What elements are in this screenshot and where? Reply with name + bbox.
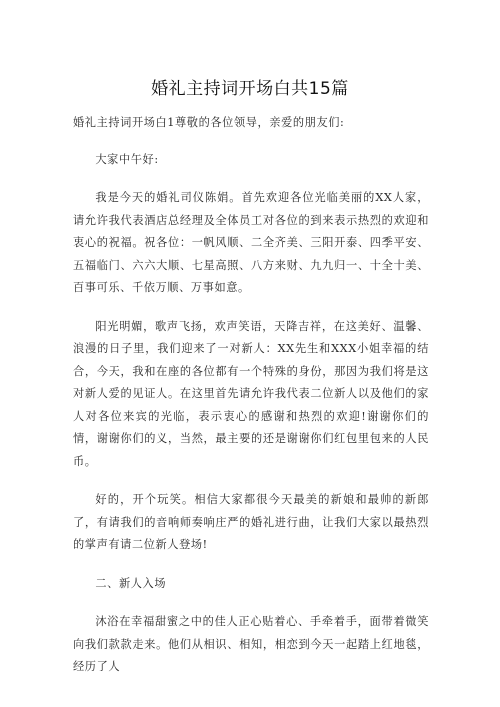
paragraph-sunshine: 阳光明媚，歌声飞扬，欢声笑语，天降吉祥，在这美好、温馨、浪漫的日子里，我们迎来了一对新人：XX先生和XXX小姐幸福的结合，今天，我和在座的各位都有一个特殊的身份，那因为我们将是这对新人爱的见证人。在这里首先请允许我代表二位新人以及他们的家人对各位来宾的光临，表示衷心的感谢和热烈的欢迎!谢谢你们的情，谢谢你们的义，当然，最主要的还是谢谢你们红包里包来的人民币。 [73, 319, 429, 468]
document-title: 婚礼主持词开场白共15篇 [151, 79, 349, 99]
document-body [73, 112, 429, 695]
section-heading-entrance: 二、新人入场 [95, 576, 167, 590]
paragraph-welcome: 我是今天的婚礼司仪陈娟。首先欢迎各位光临美丽的XX人家，请允许我代表酒店总经理及全体员工对各位的到来表示热烈的欢迎和衷心的祝福。祝各位：一帆风顺、二全齐美、三阳开泰、四季平安、五福临门、六六大顺、七星高照、八方来财、九九归一、十全十美、百事可乐、千依万顺、万事如意。 [73, 191, 429, 294]
paragraph-salutation: 大家中午好: [95, 152, 159, 166]
paragraph-joke: 好的，开个玩笑。相信大家都很今天最美的新娘和最帅的新郎了，有请我们的音响师奏响庄严的婚礼进行曲，让我们大家以最热烈的掌声有请二位新人登场! [73, 493, 429, 551]
paragraph-entrance: 沐浴在幸福甜蜜之中的佳人正心贴着心、手牵着手，面带着微笑向我们款款走来。他们从相识、相知，相恋到今天一起踏上红地毯，经历了人 [73, 615, 429, 673]
paragraph-greeting: 婚礼主持词开场白1尊敬的各位领导，亲爱的朋友们: [73, 116, 345, 129]
